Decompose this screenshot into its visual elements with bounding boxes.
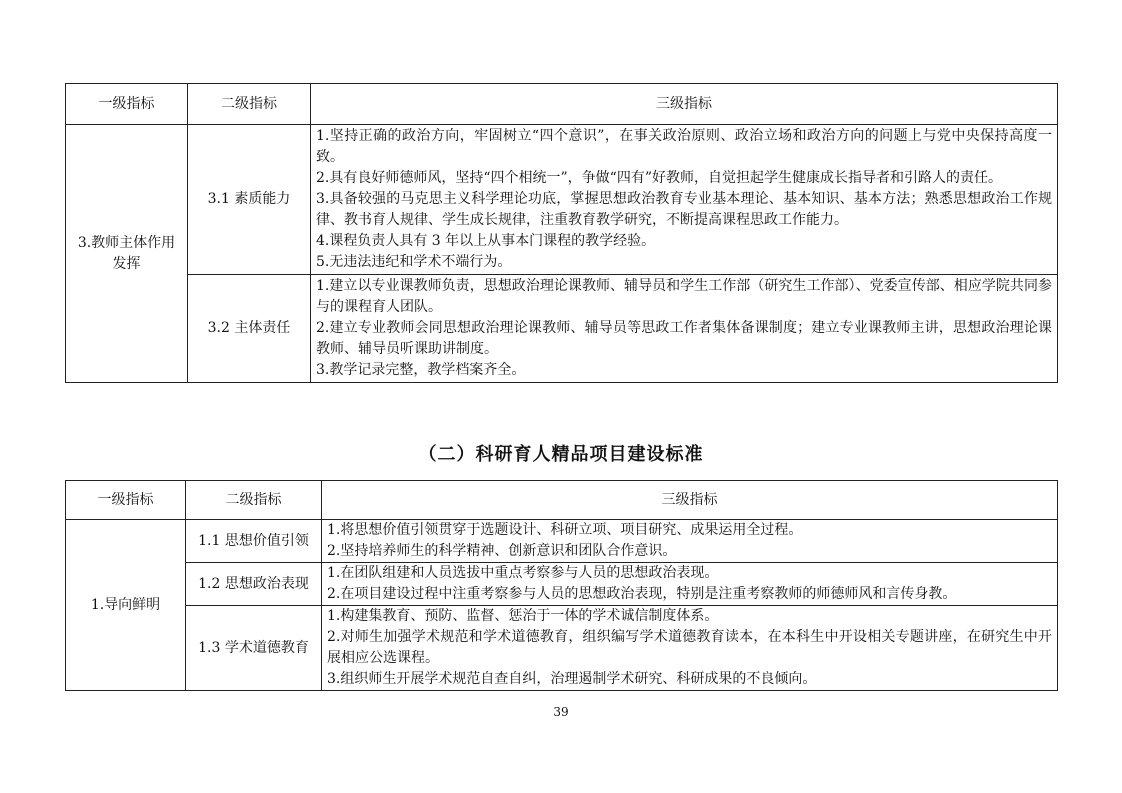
- criterion-item: 1.建立以专业课教师负责，思想政治理论课教师、辅导员和学生工作部（研究生工作部）、党委宣传部、相应学院共同参与的课程育人团队。: [316, 278, 1052, 315]
- table-row: [66, 275, 1058, 383]
- level2-cell: 3.2 主体责任: [188, 275, 311, 383]
- table-header-row: [66, 84, 1058, 125]
- criterion-item: 5.无违法违纪和学术不端行为。: [316, 254, 512, 270]
- criterion-item: 3.教学记录完整，教学档案齐全。: [316, 362, 526, 378]
- level1-cell: 1.导向鲜明: [66, 520, 186, 691]
- criterion-item: 2.具有良好师德师风，坚持“四个相统一”，争做“四有”好教师，自觉担起学生健康成长指导者和引路人的责任。: [316, 170, 1002, 186]
- indicator-table-1: [65, 83, 1058, 383]
- criterion-item: 1.在团队组建和人员选拔中重点考察参与人员的思想政治表现。: [327, 565, 719, 581]
- criterion-item: 2.建立专业教师会同思想政治理论课教师、辅导员等思政工作者集体备课制度；建立专业课教师主讲，思想政治理论课教师、辅导员听课助讲制度。: [316, 320, 1052, 357]
- level2-cell: 1.1 思想价值引领: [186, 520, 322, 563]
- level3-cell: [311, 275, 1058, 383]
- criterion-item: 1.将思想价值引领贯穿于选题设计、科研立项、项目研究、成果运用全过程。: [327, 522, 803, 538]
- indicator-table-2: [65, 480, 1058, 691]
- table-row: [66, 520, 1058, 563]
- header-level2: 二级指标: [188, 84, 311, 125]
- header-level3: 三级指标: [311, 84, 1058, 125]
- level2-cell: 1.3 学术道德教育: [186, 606, 322, 691]
- criterion-item: 3.具备较强的马克思主义科学理论功底，掌握思想政治教育专业基本理论、基本知识、基本方法；熟悉思想政治工作规律、教书育人规律、学生成长规律，注重教育教学研究，不断提高课程思政工作能力。: [316, 191, 1052, 228]
- criterion-item: 2.坚持培养师生的科学精神、创新意识和团队合作意识。: [327, 543, 677, 559]
- criterion-item: 3.组织师生开展学术规范自查自纠，治理遏制学术研究、科研成果的不良倾向。: [327, 671, 817, 687]
- level3-cell: [322, 563, 1058, 606]
- level2-cell: 1.2 思想政治表现: [186, 563, 322, 606]
- level3-cell: [311, 125, 1058, 275]
- criterion-item: 1.坚持正确的政治方向，牢固树立“四个意识”，在事关政治原则、政治立场和政治方向的问题上与党中央保持高度一致。: [316, 128, 1052, 165]
- criterion-item: 1.构建集教育、预防、监督、惩治于一体的学术诚信制度体系。: [327, 608, 719, 624]
- header-level2: 二级指标: [186, 481, 322, 520]
- table-row: [66, 125, 1058, 275]
- criterion-item: 4.课程负责人具有 3 年以上从事本门课程的教学经验。: [316, 233, 656, 249]
- header-level3: 三级指标: [322, 481, 1058, 520]
- level1-cell: 3.教师主体作用发挥: [66, 125, 188, 383]
- header-level1: 一级指标: [66, 84, 188, 125]
- level3-cell: [322, 606, 1058, 691]
- table-header-row: [66, 481, 1058, 520]
- criterion-item: 2.对师生加强学术规范和学术道德教育，组织编写学术道德教育读本，在本科生中开设相关专题讲座，在研究生中开展相应公选课程。: [327, 629, 1052, 666]
- header-level1: 一级指标: [66, 481, 186, 520]
- page-number: 39: [553, 705, 569, 719]
- table-row: [66, 563, 1058, 606]
- table-row: [66, 606, 1058, 691]
- section-title: （二）科研育人精品项目建设标准: [418, 444, 704, 465]
- level3-cell: [322, 520, 1058, 563]
- level2-cell: 3.1 素质能力: [188, 125, 311, 275]
- criterion-item: 2.在项目建设过程中注重考察参与人员的思想政治表现，特别是注重考察教师的师德师风和言传身教。: [327, 586, 957, 602]
